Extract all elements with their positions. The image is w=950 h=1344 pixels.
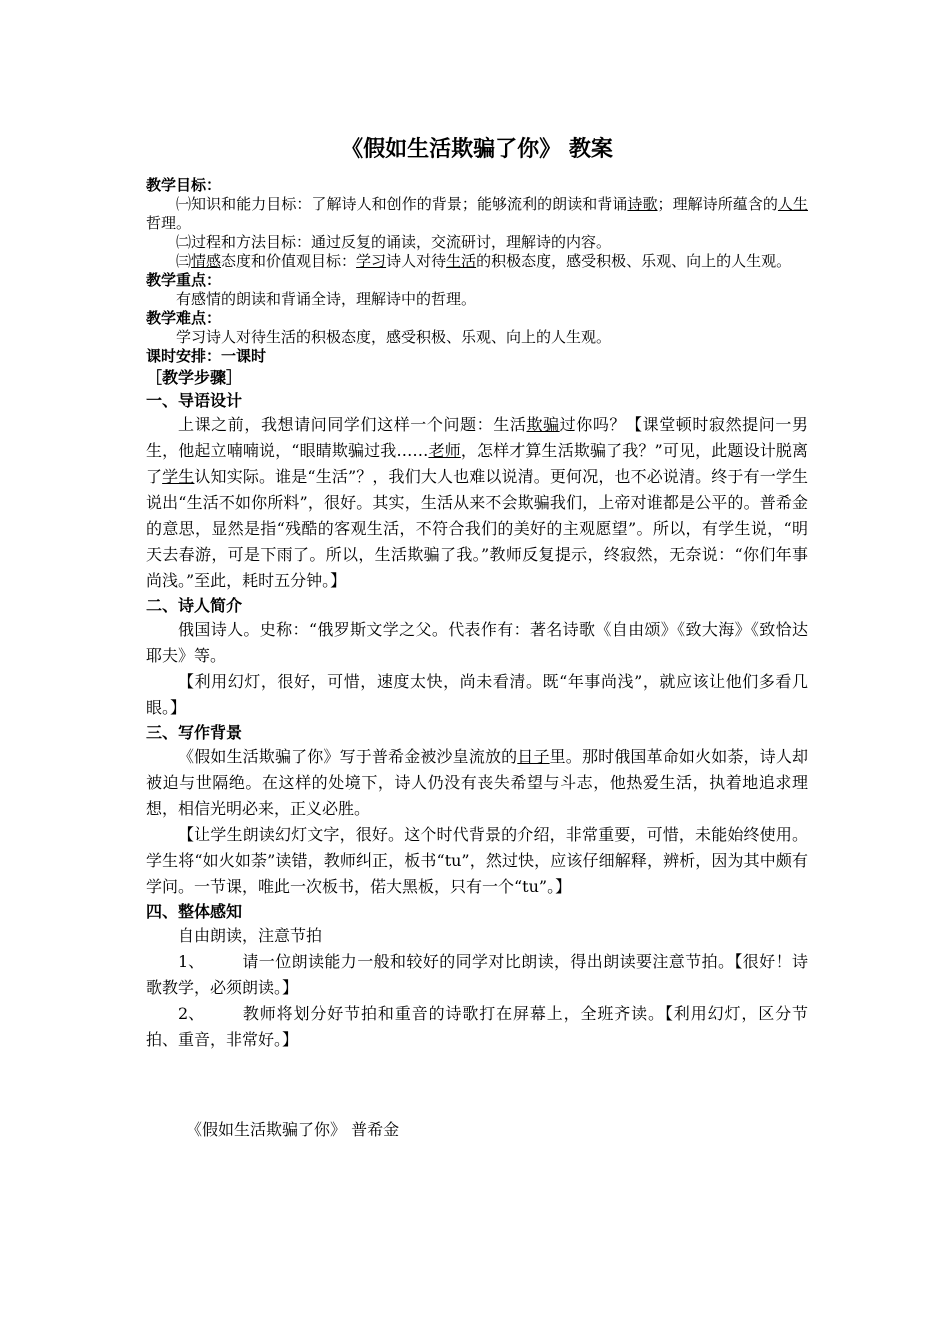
underlined-term: 情感 [191, 252, 222, 270]
underlined-term: 欺骗 [526, 415, 560, 434]
section-3-paragraph-2: 【让学生朗读幻灯文字，很好。这个时代背景的介绍，非常重要，可惜，未能始终使用。学生将“如火如荼”读错，教师纠正，板书“tu”，然过快，应该仔细解释，辨析，因为其中颇有学问。一节课，唯此一次板书，偌大黑板，只有一个“tu”。】 [146, 825, 808, 896]
text-run: 《假如生活欺骗了你》写于普希金被沙皇流放的 [178, 747, 518, 766]
underlined-term: 人生 [777, 195, 808, 213]
list-item-text: 请一位朗读能力一般和较好的同学对比朗读，得出朗读要注意节拍。【很好！诗歌教学，必须朗读。】 [146, 952, 808, 997]
text-run: 的积极态度，感受积极、乐观、向上的人生观。 [476, 252, 792, 270]
section-3-heading: 三、写作背景 [146, 723, 243, 742]
text-run: ；理解诗所蕴含的 [657, 195, 778, 213]
key-point-text: 有感情的朗读和背诵全诗，理解诗中的哲理。 [176, 290, 477, 308]
underlined-term: 生活 [446, 252, 477, 270]
section-3-paragraph-1 [146, 744, 808, 822]
objective-knowledge [146, 195, 808, 233]
objective-process: ㈡过程和方法目标：通过反复的诵读，交流研讨，理解诗的内容。 [176, 233, 612, 251]
text-run: 里。那时俄国革命如火如荼，诗人却被迫与世隔绝。在这样的处境下，诗人仍没有丧失希望与斗志，他热爱生活，执着地追求理想，相信光明必来，正义必胜。 [146, 747, 808, 818]
difficulty-heading: 教学难点： [146, 309, 222, 327]
page-title: 《假如生活欺骗了你》 教案 [341, 136, 613, 162]
section-2-paragraph-2: 【利用幻灯，很好，可惜，速度太快，尚未看清。既“年事尚浅”，就应该让他们多看几眼。】 [146, 672, 808, 717]
text-run: 上课之前，我想请问同学们这样一个问题：生活 [178, 415, 527, 434]
list-item-number: 1、 [178, 952, 205, 971]
section-2-paragraph-1: 俄国诗人。史称：“俄罗斯文学之父。代表作有：著名诗歌《自由颂》《致大海》《致恰达耶夫》等。 [146, 620, 808, 665]
poem-title-line: 《假如生活欺骗了你》 普希金 [186, 1120, 400, 1139]
section-1-heading: 一、导语设计 [146, 391, 243, 410]
schedule-heading: 课时安排：一课时 [146, 347, 267, 365]
text-run: 诗人对待 [386, 252, 447, 270]
document-content [146, 132, 808, 1143]
underlined-term: 诗歌 [627, 195, 658, 213]
text-run: 认知实际。谁是“生活”？，我们大人也难以说清。更何况，也不必说清。终于有一学生说出“生活不如你所料”，很好。其实，生活从来不会欺骗我们，上帝对谁都是公平的。普希金的意思，显然是指“残酷的客观生活，不符合我们的美好的主观愿望”。所以，有学生说，“明天去春游，可是下雨了。所以，生活欺骗了我。”教师反复提示，终寂然，无奈说：“你们年事尚浅。”至此，耗时五分钟。】 [146, 467, 808, 590]
text-run: ，怎样才算生活欺骗了我？”可见，此题设计脱离了 [146, 441, 808, 486]
list-item [146, 1001, 808, 1053]
section-2-heading: 二、诗人简介 [146, 596, 243, 615]
list-item [146, 949, 808, 1001]
underlined-term: 学生 [162, 467, 195, 486]
section-4-heading: 四、整体感知 [146, 902, 243, 921]
spacer [146, 1053, 808, 1117]
key-point-heading: 教学重点： [146, 271, 222, 289]
text-run: 过你吗？【课堂顿时寂然提问一男生，他起立喃喃说，“眼睛欺骗过我…… [146, 415, 808, 460]
underlined-term: 学习 [356, 252, 387, 270]
difficulty-text: 学习诗人对待生活的积极态度，感受积极、乐观、向上的人生观。 [176, 328, 612, 346]
text-run: ㈢ [176, 252, 192, 270]
steps-heading: ［教学步骤］ [146, 368, 243, 387]
text-run: 哲理。 [146, 214, 192, 232]
section-1-paragraph [146, 412, 808, 594]
list-item-text: 教师将划分好节拍和重音的诗歌打在屏幕上，全班齐读。【利用幻灯，区分节拍、重音，非常好。】 [146, 1004, 808, 1049]
list-item-number: 2、 [178, 1004, 205, 1023]
text-run: ㈠知识和能力目标：了解诗人和创作的背景；能够流利的朗读和背诵 [176, 195, 628, 213]
objectives-heading: 教学目标： [146, 176, 222, 194]
underlined-term: 日子 [517, 747, 550, 766]
underlined-term: 老师 [428, 441, 461, 460]
objective-emotion [146, 252, 808, 271]
section-4-intro: 自由朗读，注意节拍 [178, 926, 323, 945]
text-run: 态度和价值观目标： [221, 252, 357, 270]
